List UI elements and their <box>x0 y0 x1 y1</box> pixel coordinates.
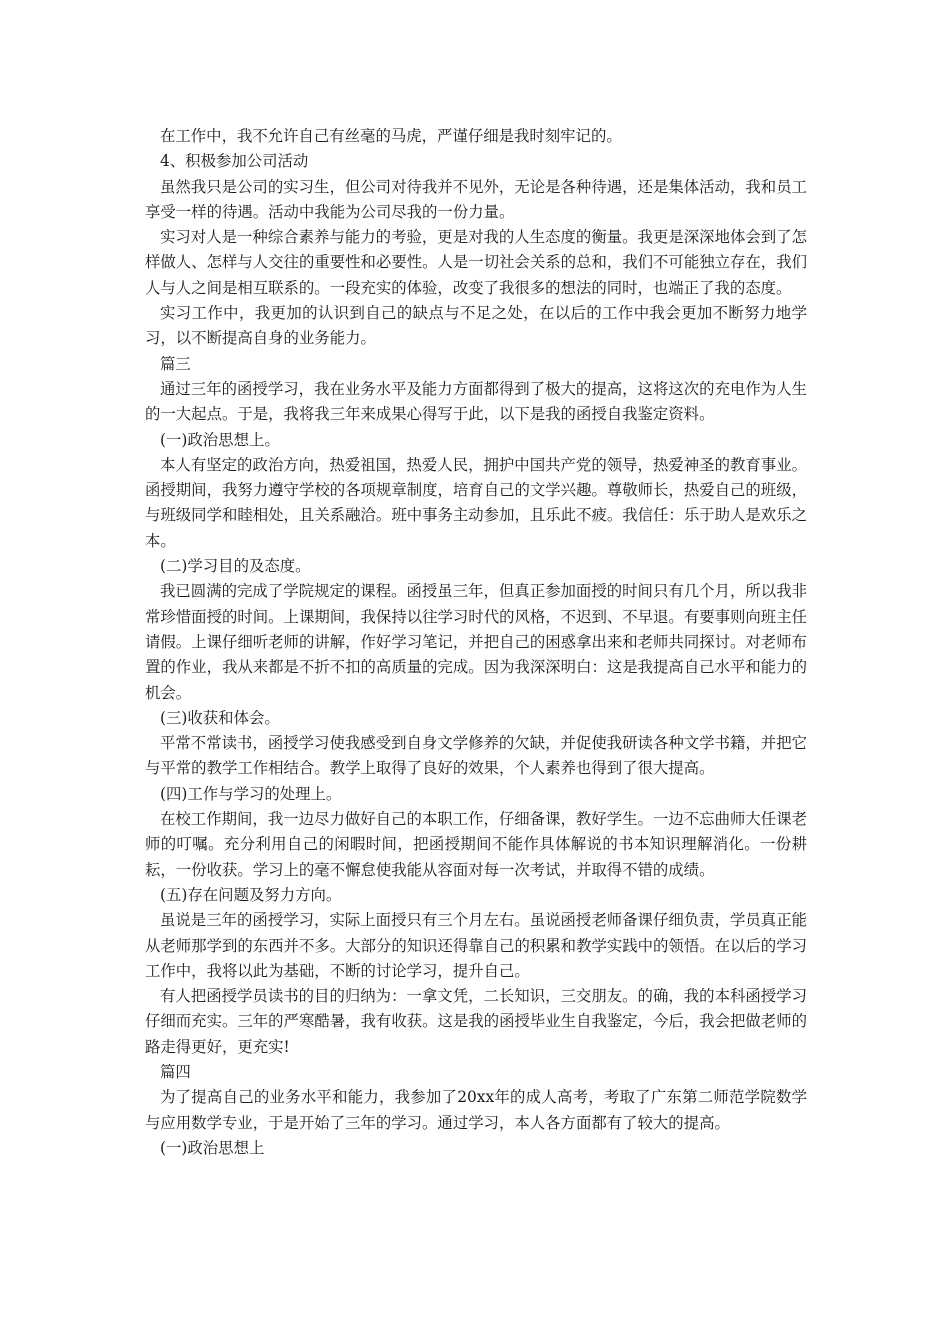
paragraph: 为了提高自己的业务水平和能力，我参加了20xx年的成人高考，考取了广东第二师范学院数学与应用数学专业，于是开始了三年的学习。通过学习，本人各方面都有了较大的提高。 <box>145 1088 807 1132</box>
section-heading: (一)政治思想上 <box>160 1138 265 1157</box>
section-title: 篇三 <box>160 354 191 373</box>
section-heading: 4、积极参加公司活动 <box>160 152 309 171</box>
paragraph: 实习工作中，我更加的认识到自己的缺点与不足之处，在以后的工作中我会更加不断努力地学习，以不断提高自身的业务能力。 <box>145 304 807 348</box>
paragraph: 在工作中，我不允许自己有丝毫的马虎，严谨仔细是我时刻牢记的。 <box>160 127 622 145</box>
section-heading: (一)政治思想上。 <box>160 430 280 449</box>
paragraph: 实习对人是一种综合素养与能力的考验，更是对我的人生态度的衡量。我更是深深地体会到了怎样做人、怎样与人交往的重要性和必要性。人是一切社会关系的总和，我们不可能独立存在，我们人与人之间是相互联系的。一段充实的体验，改变了我很多的想法的同时，也端正了我的态度。 <box>145 228 807 297</box>
paragraph: 有人把函授学员读书的目的归纳为：一拿文凭，二长知识，三交朋友。的确，我的本科函授学习仔细而充实。三年的严寒酷暑，我有收获。这是我的函授毕业生自我鉴定，今后，我会把做老师的路走得更好，更充实! <box>145 987 807 1056</box>
paragraph: 虽然我只是公司的实习生，但公司对待我并不见外，无论是各种待遇，还是集体活动，我和员工享受一样的待遇。活动中我能为公司尽我的一份力量。 <box>145 177 807 221</box>
paragraph: 平常不常读书，函授学习使我感受到自身文学修养的欠缺，并促使我研读各种文学书籍，并把它与平常的教学工作相结合。教学上取得了良好的效果，个人素养也得到了很大提高。 <box>145 734 807 778</box>
paragraph: 在校工作期间，我一边尽力做好自己的本职工作，仔细备课，教好学生。一边不忘曲师大任课老师的叮嘱。充分利用自己的闲暇时间，把函授期间不能作具体解说的书本知识理解消化。一份耕耘，一份收获。学习上的毫不懈怠使我能从容面对每一次考试，并取得不错的成绩。 <box>145 810 807 879</box>
paragraph: 我已圆满的完成了学院规定的课程。函授虽三年，但真正参加面授的时间只有几个月，所以我非常珍惜面授的时间。上课期间，我保持以往学习时代的风格，不迟到、不早退。有要事则向班主任请假。上课仔细听老师的讲解，作好学习笔记，并把自己的困惑拿出来和老师共同探讨。对老师布置的作业，我从来都是不折不扣的高质量的完成。因为我深深明白：这是我提高自己水平和能力的机会。 <box>145 582 807 702</box>
paragraph: 本人有坚定的政治方向，热爱祖国，热爱人民，拥护中国共产党的领导，热爱神圣的教育事业。函授期间，我努力遵守学校的各项规章制度，培育自己的文学兴趣。尊敬师长，热爱自己的班级，与班级同学和睦相处，且关系融洽。班中事务主动参加，且乐此不疲。我信任：乐于助人是欢乐之本。 <box>145 455 807 550</box>
section-heading: (四)工作与学习的处理上。 <box>160 784 342 803</box>
paragraph: 虽说是三年的函授学习，实际上面授只有三个月左右。虽说函授老师备课仔细负责，学员真正能从老师那学到的东西并不多。大部分的知识还得靠自己的积累和教学实践中的领悟。在以后的学习工作中，我将以此为基础，不断的讨论学习，提升自己。 <box>145 911 807 980</box>
section-heading: (三)收获和体会。 <box>160 708 280 727</box>
paragraph: 通过三年的函授学习，我在业务水平及能力方面都得到了极大的提高，这将这次的充电作为人生的一大起点。于是，我将我三年来成果心得写于此，以下是我的函授自我鉴定资料。 <box>145 379 807 424</box>
section-heading: (五)存在问题及努力方向。 <box>160 885 342 904</box>
section-heading: (二)学习目的及态度。 <box>160 557 311 576</box>
document-body <box>145 124 807 1161</box>
section-title: 篇四 <box>160 1062 191 1081</box>
